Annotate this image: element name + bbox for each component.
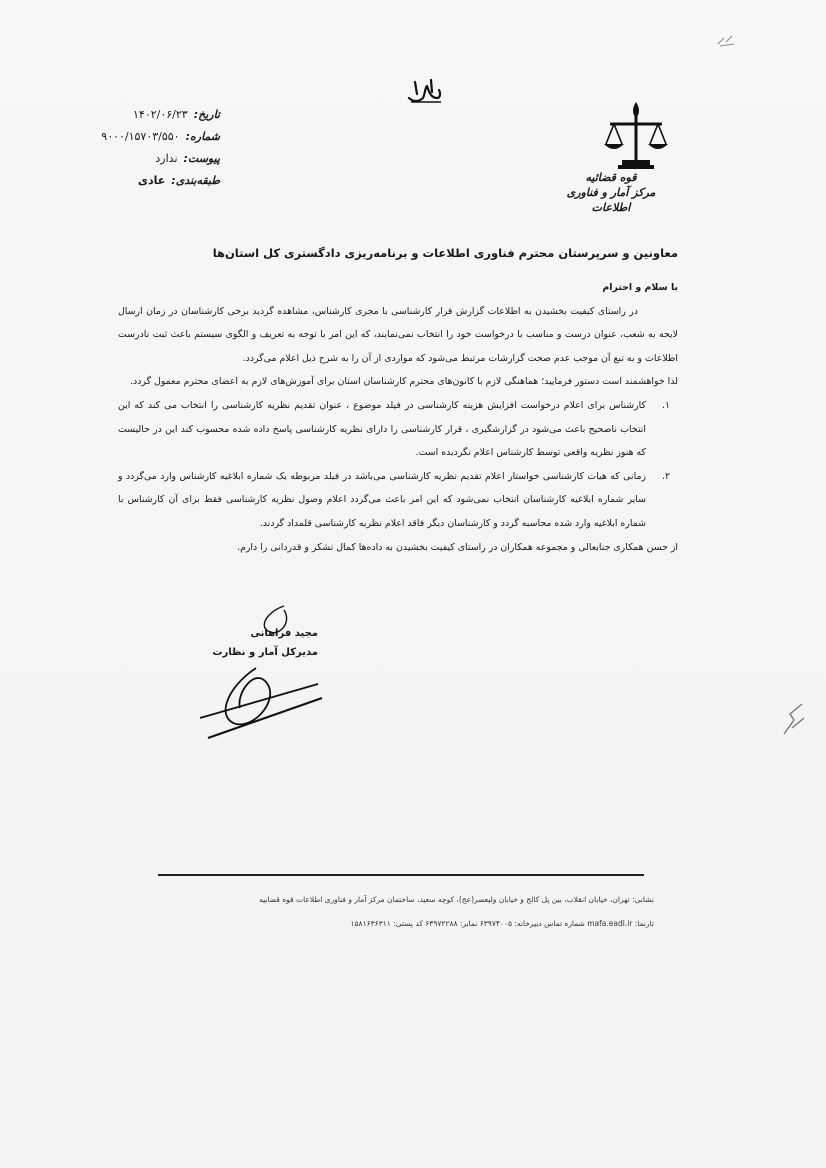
attachment-label: پیوست:: [183, 152, 220, 165]
signature-block: [208, 624, 318, 662]
date-label: تاریخ:: [193, 108, 220, 121]
signatory-name: مجید فراهانی: [250, 628, 318, 639]
number-value: ۹۰۰۰/۱۵۷۰۳/۵۵۰: [101, 130, 180, 143]
date-value: ۱۴۰۲/۰۶/۲۳: [133, 108, 188, 121]
letter-body: [118, 276, 678, 559]
classification-row: [90, 170, 220, 192]
attachment-value: ندارد: [155, 152, 178, 165]
pen-mark: [780, 700, 810, 736]
list-item: [118, 465, 678, 536]
letter-meta: [90, 104, 220, 192]
intro-paragraph: در راستای کیفیت بخشیدن به اطلاعات گزارش قرار کارشناسی با مجری کارشناس، مشاهده گردید برخی کارشناسان در زمان ارسال لایحه به شعب، عنوان درست و مناسب با درخواست خود را انتخاب نمی‌نمایند، که این امر با توجه به تعریف و الگوی سیستم باعث ثبت نادرست اطلاعات و به تبع آن موجب عدم صحت گزارشات مرتبط می‌شود که مواردی از آن را به شرح ذیل اعلام می‌گردد.: [118, 305, 678, 364]
judiciary-emblem-icon: [600, 98, 672, 172]
footer-divider: [158, 874, 644, 876]
attachment-row: [90, 148, 220, 170]
list-item-text: کارشناس برای اعلام درخواست افزایش هزینه کارشناسی در فیلد موضوع ، عنوان تقدیم نظریه کارشناسی را انتخاب می کند که این انتخاب ناصحیح باعث می‌شود در گزارشگیری ، قرار کارشناسی را دارای نظریه کارشناسی پاسخ داده شده محسوب کند این در حالیست که هنوز نظریه واقعی توسط کارشناس اعلام نگردیده است.: [118, 399, 646, 459]
classification-label: طبقه‌بندی:: [171, 174, 220, 187]
number-label: شماره:: [185, 130, 220, 143]
organization-line-1: قوه قضائیه: [585, 171, 637, 184]
list-item-number: ۲.: [661, 470, 670, 482]
letter-footer: [168, 888, 654, 936]
footer-contact: تارنما: mafa.eadl.ir شماره تماس دبیرخانه: ۶۳۹۷۴۰۰۵ نمابر: ۶۳۹۷۲۲۸۸ کد پستی: ۱۵۸۱۶۳۶۳۱۱: [350, 919, 654, 928]
closing-paragraph: از حسن همکاری جنابعالی و مجموعه همکاران در راستای کیفیت بخشیدن به داده‌ها کمال تشکر و قدردانی را دارم.: [237, 541, 678, 553]
list-item: [118, 394, 678, 465]
scribble-mark: [716, 34, 736, 48]
organization-line-2: مرکز آمار و فناوری اطلاعات: [566, 186, 656, 214]
number-row: [90, 126, 220, 148]
organization-name: [556, 170, 666, 215]
signatory-title: مدیرکل آمار و نظارت: [212, 647, 318, 658]
handwritten-signature: [196, 598, 326, 748]
basmala-calligraphy: [405, 72, 445, 106]
request-paragraph: لذا خواهشمند است دستور فرمایید؛ هماهنگی لازم با کانون‌های محترم کارشناسان استان برای آموزش‌های لازم به اعضای محترم معمول گردد.: [130, 376, 678, 388]
salutation: با سلام و احترام: [602, 282, 678, 293]
footer-address: نشانی: تهران، خیابان انقلاب، بین پل کالج و خیابان ولیعصر(عج)، کوچه سعید، ساختمان مرکز آمار و فناوری اطلاعات قوه قضاییه: [259, 895, 654, 904]
letter-heading: معاونین و سرپرستان محترم فناوری اطلاعات و برنامه‌ریزی دادگستری کل استان‌ها: [212, 246, 678, 260]
issues-list: [118, 394, 678, 536]
list-item-text: زمانی که هیات کارشناسی خواستار اعلام تقدیم نظریه کارشناسی می‌باشد در فیلد مربوطه یک شماره ابلاغیه کارشناس وارد می‌گردد و سایر شماره ابلاغیه کارشناسان انتخاب نمی‌شود که این امر باعث می‌گردد اعلام وصول نظریه کارشناسی فقط برای آن کارشناس با شماره ابلاغیه وارد شده محاسبه گردد و کارشناسان دیگر فاقد اعلام نظریه کارشناسی قلمداد گردند.: [118, 470, 646, 529]
list-item-number: ۱.: [661, 399, 670, 411]
classification-value: عادی: [137, 174, 166, 187]
date-row: [90, 104, 220, 126]
